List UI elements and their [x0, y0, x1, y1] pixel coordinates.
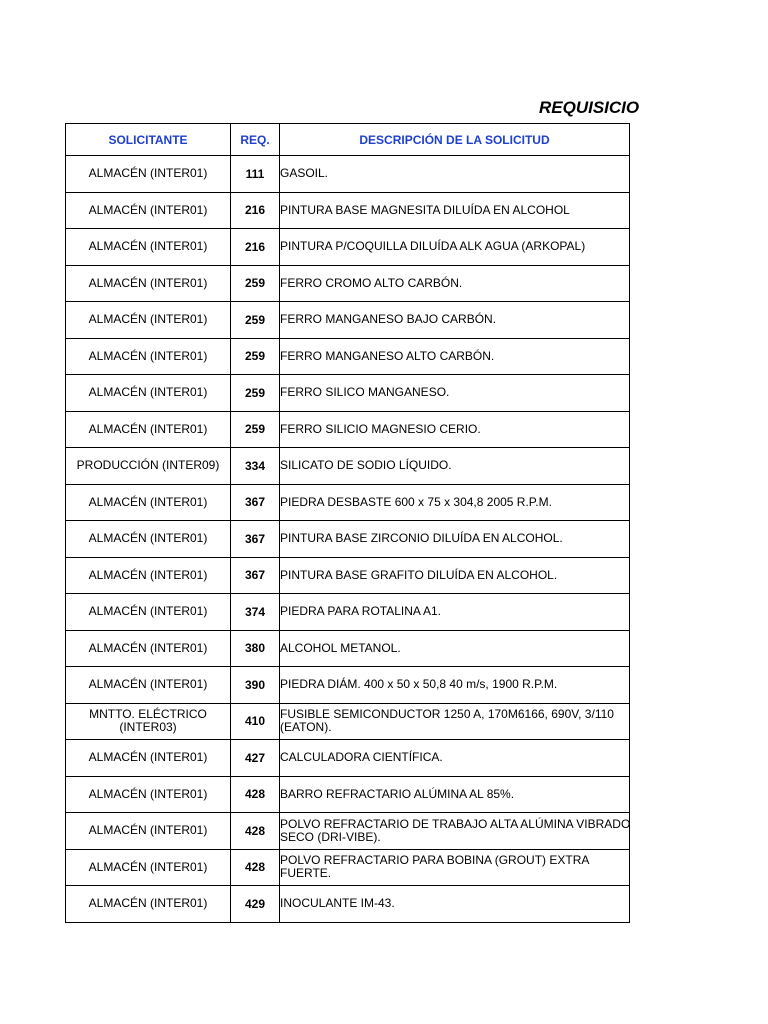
descripcion-text: FERRO SILICIO MAGNESIO CERIO. — [280, 421, 481, 436]
cell-req: 216 — [231, 229, 280, 266]
cell-solicitante: ALMACÉN (INTER01) — [66, 849, 231, 886]
requisition-table — [65, 123, 630, 923]
cell-solicitante: ALMACÉN (INTER01) — [66, 265, 231, 302]
cell-req: 259 — [231, 265, 280, 302]
cell-req: 334 — [231, 448, 280, 485]
cell-descripcion — [280, 813, 630, 850]
cell-solicitante: ALMACÉN (INTER01) — [66, 338, 231, 375]
table-row — [66, 411, 630, 448]
table-row — [66, 776, 630, 813]
cell-req: 216 — [231, 192, 280, 229]
header-solicitante: SOLICITANTE — [66, 124, 231, 156]
cell-descripcion — [280, 265, 630, 302]
table-row — [66, 740, 630, 777]
descripcion-text: FERRO MANGANESO BAJO CARBÓN. — [280, 312, 497, 327]
descripcion-text: PINTURA BASE ZIRCONIO DILUÍDA EN ALCOHOL. — [280, 531, 563, 546]
cell-solicitante: ALMACÉN (INTER01) — [66, 813, 231, 850]
descripcion-text: CALCULADORA CIENTÍFICA. — [280, 750, 443, 765]
cell-descripcion — [280, 192, 630, 229]
cell-descripcion — [280, 411, 630, 448]
cell-solicitante: MNTTO. ELÉCTRICO (INTER03) — [66, 703, 231, 740]
table-row — [66, 302, 630, 339]
cell-descripcion — [280, 557, 630, 594]
cell-req: 380 — [231, 630, 280, 667]
cell-req: 259 — [231, 302, 280, 339]
cell-solicitante: ALMACÉN (INTER01) — [66, 375, 231, 412]
table-row — [66, 229, 630, 266]
cell-descripcion — [280, 740, 630, 777]
table-row — [66, 338, 630, 375]
cell-req: 427 — [231, 740, 280, 777]
descripcion-text: FERRO CROMO ALTO CARBÓN. — [280, 275, 463, 290]
cell-req: 259 — [231, 375, 280, 412]
cell-descripcion — [280, 886, 630, 923]
table-header-row — [66, 124, 630, 156]
cell-solicitante: PRODUCCIÓN (INTER09) — [66, 448, 231, 485]
table-row — [66, 813, 630, 850]
cell-solicitante: ALMACÉN (INTER01) — [66, 740, 231, 777]
descripcion-text: POLVO REFRACTARIO PARA BOBINA (GROUT) EXTRA FUERTE. — [280, 853, 589, 881]
cell-req: 259 — [231, 411, 280, 448]
cell-descripcion — [280, 302, 630, 339]
table-row — [66, 192, 630, 229]
cell-req: 428 — [231, 849, 280, 886]
cell-descripcion — [280, 776, 630, 813]
table-row — [66, 667, 630, 704]
table-row — [66, 849, 630, 886]
cell-solicitante: ALMACÉN (INTER01) — [66, 302, 231, 339]
cell-descripcion — [280, 375, 630, 412]
cell-descripcion — [280, 521, 630, 558]
descripcion-text: SILICATO DE SODIO LÍQUIDO. — [280, 458, 452, 473]
descripcion-text: FERRO SILICO MANGANESO. — [280, 385, 450, 400]
table-row — [66, 630, 630, 667]
cell-solicitante: ALMACÉN (INTER01) — [66, 667, 231, 704]
cell-req: 374 — [231, 594, 280, 631]
cell-req: 259 — [231, 338, 280, 375]
descripcion-text: ALCOHOL METANOL. — [280, 640, 401, 655]
table-row — [66, 448, 630, 485]
cell-req: 111 — [231, 156, 280, 193]
cell-descripcion — [280, 484, 630, 521]
descripcion-text: FUSIBLE SEMICONDUCTOR 1250 A, 170M6166, 690V, 3/110 (EATON). — [280, 707, 614, 735]
cell-solicitante: ALMACÉN (INTER01) — [66, 776, 231, 813]
cell-descripcion — [280, 229, 630, 266]
descripcion-text: PIEDRA DIÁM. 400 x 50 x 50,8 40 m/s, 1900 R.P.M. — [280, 677, 558, 692]
cell-descripcion — [280, 630, 630, 667]
table-row — [66, 484, 630, 521]
table-row — [66, 703, 630, 740]
cell-solicitante: ALMACÉN (INTER01) — [66, 484, 231, 521]
cell-req: 367 — [231, 557, 280, 594]
table-row — [66, 156, 630, 193]
cell-solicitante: ALMACÉN (INTER01) — [66, 156, 231, 193]
cell-solicitante: ALMACÉN (INTER01) — [66, 192, 231, 229]
cell-descripcion — [280, 338, 630, 375]
table-row — [66, 521, 630, 558]
cell-req: 410 — [231, 703, 280, 740]
header-descripcion: DESCRIPCIÓN DE LA SOLICITUD — [280, 124, 630, 156]
descripcion-text: PINTURA P/COQUILLA DILUÍDA ALK AGUA (ARKOPAL) — [280, 239, 586, 254]
cell-solicitante: ALMACÉN (INTER01) — [66, 557, 231, 594]
cell-solicitante: ALMACÉN (INTER01) — [66, 411, 231, 448]
descripcion-text: POLVO REFRACTARIO DE TRABAJO ALTA ALÚMINA VIBRADO SECO (DRI-VIBE). — [280, 816, 631, 844]
table-row — [66, 557, 630, 594]
cell-req: 428 — [231, 813, 280, 850]
descripcion-text: FERRO MANGANESO ALTO CARBÓN. — [280, 348, 495, 363]
descripcion-text: PIEDRA PARA ROTALINA A1. — [280, 604, 441, 619]
table-row — [66, 375, 630, 412]
cell-solicitante: ALMACÉN (INTER01) — [66, 521, 231, 558]
descripcion-text: PINTURA BASE MAGNESITA DILUÍDA EN ALCOHOL — [280, 202, 570, 217]
cell-descripcion — [280, 448, 630, 485]
cell-solicitante: ALMACÉN (INTER01) — [66, 630, 231, 667]
cell-solicitante: ALMACÉN (INTER01) — [66, 886, 231, 923]
cell-solicitante: ALMACÉN (INTER01) — [66, 229, 231, 266]
header-req: REQ. — [231, 124, 280, 156]
cell-req: 390 — [231, 667, 280, 704]
descripcion-text: INOCULANTE IM-43. — [280, 896, 395, 911]
cell-req: 428 — [231, 776, 280, 813]
descripcion-text: PIEDRA DESBASTE 600 x 75 x 304,8 2005 R.P.M. — [280, 494, 552, 509]
table-row — [66, 594, 630, 631]
cell-req: 367 — [231, 521, 280, 558]
document-title: REQUISICIO — [539, 98, 640, 117]
cell-solicitante: ALMACÉN (INTER01) — [66, 594, 231, 631]
table-row — [66, 886, 630, 923]
descripcion-text: BARRO REFRACTARIO ALÚMINA AL 85%. — [280, 786, 515, 801]
cell-descripcion — [280, 594, 630, 631]
cell-descripcion — [280, 156, 630, 193]
cell-descripcion — [280, 849, 630, 886]
cell-descripcion — [280, 703, 630, 740]
table-row — [66, 265, 630, 302]
cell-req: 429 — [231, 886, 280, 923]
cell-descripcion — [280, 667, 630, 704]
descripcion-text: GASOIL. — [280, 166, 329, 181]
cell-req: 367 — [231, 484, 280, 521]
descripcion-text: PINTURA BASE GRAFITO DILUÍDA EN ALCOHOL. — [280, 567, 558, 582]
